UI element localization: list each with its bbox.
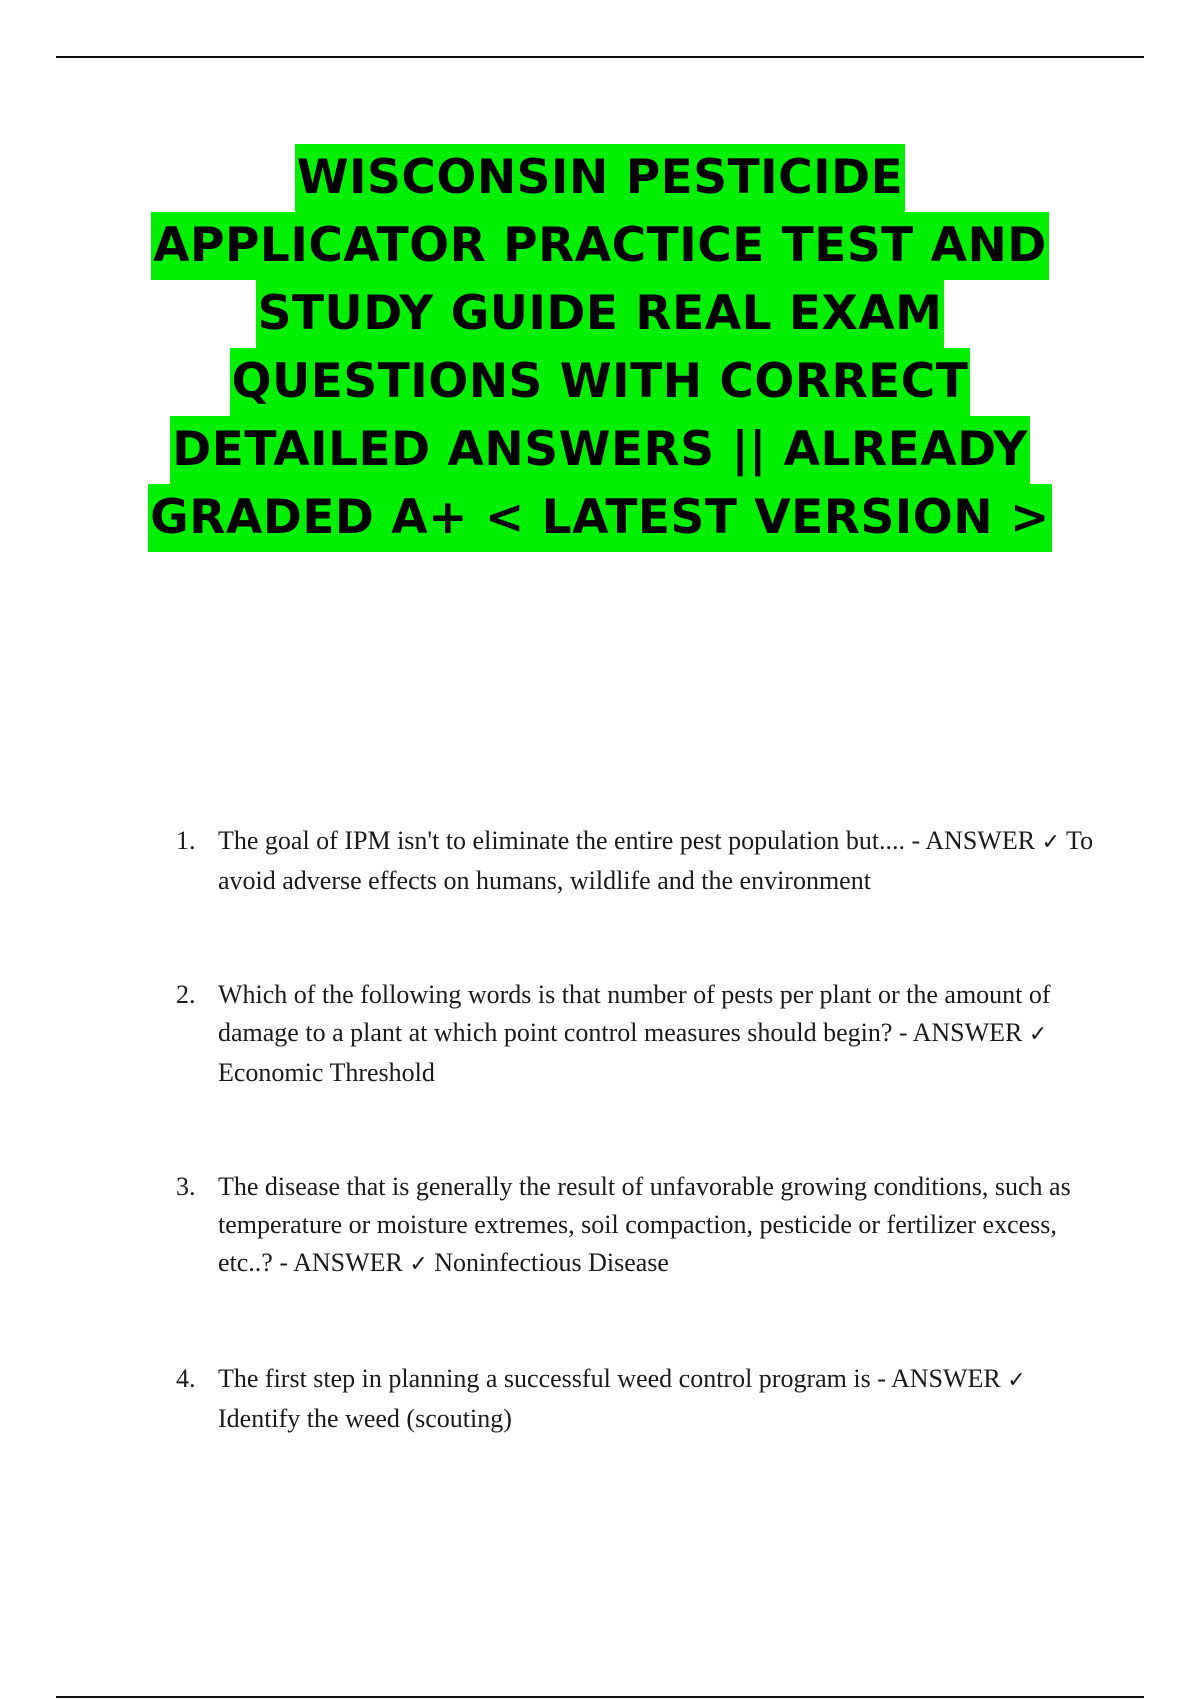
question-text: The goal of IPM isn't to eliminate the entire pest population but.... - ANSWER (218, 826, 1036, 855)
question-item (176, 1360, 1096, 1438)
top-rule (56, 56, 1144, 58)
answer-text: Noninfectious Disease (434, 1248, 669, 1277)
checkmark-icon: ✓ (1041, 830, 1060, 855)
checkmark-icon: ✓ (1028, 1022, 1048, 1047)
question-number: 4. (176, 1364, 196, 1393)
answer-text: Identify the weed (scouting) (218, 1404, 512, 1433)
title-line: APPLICATOR PRACTICE TEST AND (151, 212, 1049, 280)
title-line: QUESTIONS WITH CORRECT (230, 348, 971, 416)
question-list (176, 822, 1096, 1514)
question-text: The disease that is generally the result of unfavorable growing conditions, such as temperature or moisture extremes, soil compaction, pesticide or fertilizer excess, etc..? - ANSWER (218, 1172, 1071, 1277)
checkmark-icon: ✓ (1007, 1368, 1026, 1393)
question-number: 2. (176, 980, 196, 1009)
title-line: WISCONSIN PESTICIDE (295, 144, 906, 212)
title-line: GRADED A+ < LATEST VERSION > (148, 484, 1052, 552)
title-line: DETAILED ANSWERS || ALREADY (170, 416, 1030, 484)
title-line: STUDY GUIDE REAL EXAM (256, 280, 945, 348)
question-item (176, 822, 1096, 900)
document-title (0, 144, 1200, 552)
question-number: 3. (176, 1172, 196, 1201)
bottom-rule (56, 1696, 1144, 1698)
question-text: The first step in planning a successful weed control program is - ANSWER (218, 1364, 1001, 1393)
question-number: 1. (176, 826, 196, 855)
question-item (176, 976, 1096, 1092)
question-item (176, 1168, 1096, 1284)
answer-text: To avoid adverse effects on humans, wildlife and the environment (218, 826, 1094, 895)
question-text: Which of the following words is that number of pests per plant or the amount of damage to a plant at which point control measures should begin? - ANSWER (218, 980, 1051, 1047)
answer-text: Economic Threshold (218, 1058, 435, 1087)
checkmark-icon: ✓ (409, 1252, 428, 1277)
